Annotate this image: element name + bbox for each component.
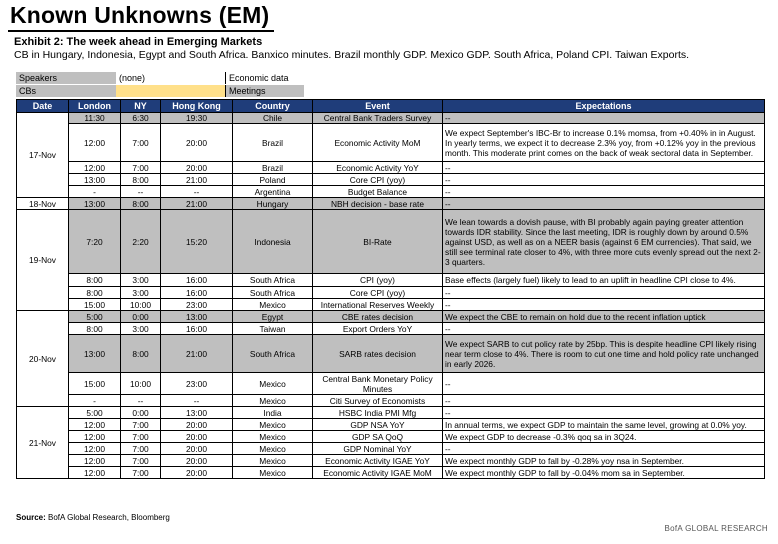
table-row [17,299,765,311]
expectation-cell: We expect SARB to cut policy rate by 25bp. This is despite headline CPI likely rising near term close to 4%. There is room to cut one time and hold policy rate unchanged in early 2026. [443,335,765,373]
london-cell: 5:00 [69,407,121,419]
expectation-cell: -- [443,407,765,419]
expectation-cell: We expect monthly GDP to fall by -0.04% mom sa in September. [443,467,765,479]
ny-cell: 6:30 [121,113,161,124]
brand-label: BofA GLOBAL RESEARCH [664,524,768,533]
hong-kong-cell: 20:00 [161,443,233,455]
country-cell: Argentina [233,186,313,198]
page-title: Known Unknowns (EM) [10,2,270,28]
ny-cell: 0:00 [121,407,161,419]
event-cell: CPI (yoy) [313,274,443,287]
country-cell: Indonesia [233,210,313,274]
hong-kong-cell: 20:00 [161,467,233,479]
ny-cell: 10:00 [121,373,161,395]
event-cell: GDP Nominal YoY [313,443,443,455]
london-cell: - [69,186,121,198]
legend-speakers-value: (none) [116,72,226,84]
ny-cell: 8:00 [121,198,161,210]
london-cell: 15:00 [69,373,121,395]
table-row [17,373,765,395]
expectation-cell: We expect September's IBC-Br to increase 0.1% momsa, from +0.40% in in August. In yearly terms, we expect it to decrease 2.3% yoy, from +0.12% yoy in the previous month. This moderate print comes on the back of weak sectoral data in September. [443,124,765,162]
ny-cell: 2:20 [121,210,161,274]
date-cell: 21-Nov [17,407,69,479]
col-country: Country [233,100,313,113]
ny-cell: -- [121,186,161,198]
legend-cbs-swatch [116,85,226,97]
event-cell: Export Orders YoY [313,323,443,335]
event-cell: Economic Activity IGAE MoM [313,467,443,479]
ny-cell: 7:00 [121,455,161,467]
table-row [17,311,765,323]
expectation-cell: -- [443,395,765,407]
london-cell: 8:00 [69,323,121,335]
event-cell: BI-Rate [313,210,443,274]
event-cell: GDP SA QoQ [313,431,443,443]
event-cell: CBE rates decision [313,311,443,323]
hong-kong-cell: 21:00 [161,335,233,373]
event-cell: Core CPI (yoy) [313,287,443,299]
hong-kong-cell: 20:00 [161,431,233,443]
expectation-cell: We expect the CBE to remain on hold due to the recent inflation uptick [443,311,765,323]
country-cell: Brazil [233,162,313,174]
country-cell: South Africa [233,274,313,287]
hong-kong-cell: 20:00 [161,124,233,162]
hong-kong-cell: 16:00 [161,287,233,299]
ny-cell: 7:00 [121,431,161,443]
expectation-cell: -- [443,198,765,210]
london-cell: 5:00 [69,311,121,323]
event-cell: SARB rates decision [313,335,443,373]
table-row [17,287,765,299]
title-underline [8,30,274,32]
country-cell: Mexico [233,443,313,455]
ny-cell: 10:00 [121,299,161,311]
ny-cell: 8:00 [121,174,161,186]
legend-economic-data: Economic data [229,73,289,83]
event-cell: NBH decision - base rate [313,198,443,210]
country-cell: Mexico [233,431,313,443]
london-cell: 12:00 [69,443,121,455]
ny-cell: 3:00 [121,274,161,287]
table-row [17,162,765,174]
table-row [17,443,765,455]
event-cell: Budget Balance [313,186,443,198]
ny-cell: -- [121,395,161,407]
expectation-cell: -- [443,373,765,395]
event-cell: Citi Survey of Economists [313,395,443,407]
table-row [17,186,765,198]
source-note [16,513,170,522]
london-cell: 13:00 [69,198,121,210]
table-row [17,467,765,479]
country-cell: Mexico [233,467,313,479]
date-cell: 18-Nov [17,198,69,210]
country-cell: South Africa [233,287,313,299]
expectation-cell: We expect monthly GDP to fall by -0.28% yoy nsa in September. [443,455,765,467]
table-header-row [17,100,765,113]
hong-kong-cell: 20:00 [161,455,233,467]
event-cell: GDP NSA YoY [313,419,443,431]
hong-kong-cell: -- [161,186,233,198]
country-cell: India [233,407,313,419]
expectation-cell: -- [443,443,765,455]
table-row [17,198,765,210]
country-cell: Brazil [233,124,313,162]
table-row [17,113,765,124]
legend [16,72,304,98]
hong-kong-cell: 20:00 [161,419,233,431]
col-hong-kong: Hong Kong [161,100,233,113]
london-cell: 11:30 [69,113,121,124]
table-row [17,395,765,407]
hong-kong-cell: 21:00 [161,198,233,210]
exhibit-subtitle: CB in Hungary, Indonesia, Egypt and South Africa. Banxico minutes. Brazil monthly GDP. Mexico GDP. South Africa, Poland CPI. Taiwan Exports. [14,49,690,61]
date-cell: 20-Nov [17,311,69,407]
london-cell: - [69,395,121,407]
table-row [17,407,765,419]
country-cell: Mexico [233,373,313,395]
hong-kong-cell: 20:00 [161,162,233,174]
country-cell: Mexico [233,455,313,467]
expectation-cell: We expect GDP to decrease -0.3% qoq sa in 3Q24. [443,431,765,443]
ny-cell: 8:00 [121,335,161,373]
table-row [17,124,765,162]
col-london: London [69,100,121,113]
expectation-cell: -- [443,113,765,124]
expectation-cell: -- [443,186,765,198]
ny-cell: 7:00 [121,443,161,455]
london-cell: 7:20 [69,210,121,274]
country-cell: Mexico [233,395,313,407]
expectation-cell: -- [443,323,765,335]
legend-cbs-label: CBs [16,85,116,97]
expectation-cell: Base effects (largely fuel) likely to lead to an uplift in headline CPI close to 4%. [443,274,765,287]
col-expectations: Expectations [443,100,765,113]
col-ny: NY [121,100,161,113]
ny-cell: 7:00 [121,162,161,174]
london-cell: 13:00 [69,335,121,373]
hong-kong-cell: -- [161,395,233,407]
table-row [17,323,765,335]
event-cell: Central Bank Monetary Policy Minutes [313,373,443,395]
event-cell: Central Bank Traders Survey [313,113,443,124]
event-cell: Economic Activity YoY [313,162,443,174]
legend-speakers-label: Speakers [16,72,116,84]
source-label: Source: [16,513,46,522]
table-row [17,455,765,467]
expectation-cell: -- [443,287,765,299]
ny-cell: 3:00 [121,323,161,335]
london-cell: 8:00 [69,287,121,299]
hong-kong-cell: 23:00 [161,299,233,311]
london-cell: 13:00 [69,174,121,186]
ny-cell: 0:00 [121,311,161,323]
country-cell: Poland [233,174,313,186]
country-cell: Chile [233,113,313,124]
hong-kong-cell: 23:00 [161,373,233,395]
hong-kong-cell: 16:00 [161,274,233,287]
event-cell: HSBC India PMI Mfg [313,407,443,419]
event-cell: Core CPI (yoy) [313,174,443,186]
london-cell: 12:00 [69,431,121,443]
country-cell: Egypt [233,311,313,323]
london-cell: 12:00 [69,162,121,174]
event-cell: Economic Activity IGAE YoY [313,455,443,467]
hong-kong-cell: 21:00 [161,174,233,186]
london-cell: 12:00 [69,419,121,431]
ny-cell: 7:00 [121,124,161,162]
table-row [17,431,765,443]
london-cell: 8:00 [69,274,121,287]
event-cell: Economic Activity MoM [313,124,443,162]
hong-kong-cell: 13:00 [161,311,233,323]
hong-kong-cell: 16:00 [161,323,233,335]
country-cell: Mexico [233,299,313,311]
date-cell: 17-Nov [17,113,69,198]
table-row [17,335,765,373]
expectation-cell: -- [443,174,765,186]
expectation-cell: We lean towards a dovish pause, with BI probably again paying greater attention towards IDR stability. Since the last meeting, IDR is roughly down by around 0.5% against USD, as well as on a NEER basis (against 6 EM currencies). That said, we still see terminal rate closer to 4%, with three more cuts evenly spread out the next 2-3 quarters. [443,210,765,274]
country-cell: Mexico [233,419,313,431]
date-cell: 19-Nov [17,210,69,311]
london-cell: 15:00 [69,299,121,311]
london-cell: 12:00 [69,455,121,467]
source-text: BofA Global Research, Bloomberg [45,513,170,522]
ny-cell: 7:00 [121,467,161,479]
table-row [17,210,765,274]
events-table [16,99,765,479]
ny-cell: 7:00 [121,419,161,431]
hong-kong-cell: 13:00 [161,407,233,419]
hong-kong-cell: 19:30 [161,113,233,124]
table-body [17,113,765,479]
table-row [17,174,765,186]
country-cell: Hungary [233,198,313,210]
country-cell: South Africa [233,335,313,373]
london-cell: 12:00 [69,467,121,479]
table-row [17,419,765,431]
country-cell: Taiwan [233,323,313,335]
event-cell: International Reserves Weekly [313,299,443,311]
hong-kong-cell: 15:20 [161,210,233,274]
ny-cell: 3:00 [121,287,161,299]
table-row [17,274,765,287]
expectation-cell: -- [443,162,765,174]
legend-meetings: Meetings [226,85,304,97]
col-event: Event [313,100,443,113]
expectation-cell: In annual terms, we expect GDP to maintain the same level, growing at 0.0% yoy. [443,419,765,431]
expectation-cell: -- [443,299,765,311]
london-cell: 12:00 [69,124,121,162]
exhibit-title: Exhibit 2: The week ahead in Emerging Markets [14,36,263,48]
col-date: Date [17,100,69,113]
